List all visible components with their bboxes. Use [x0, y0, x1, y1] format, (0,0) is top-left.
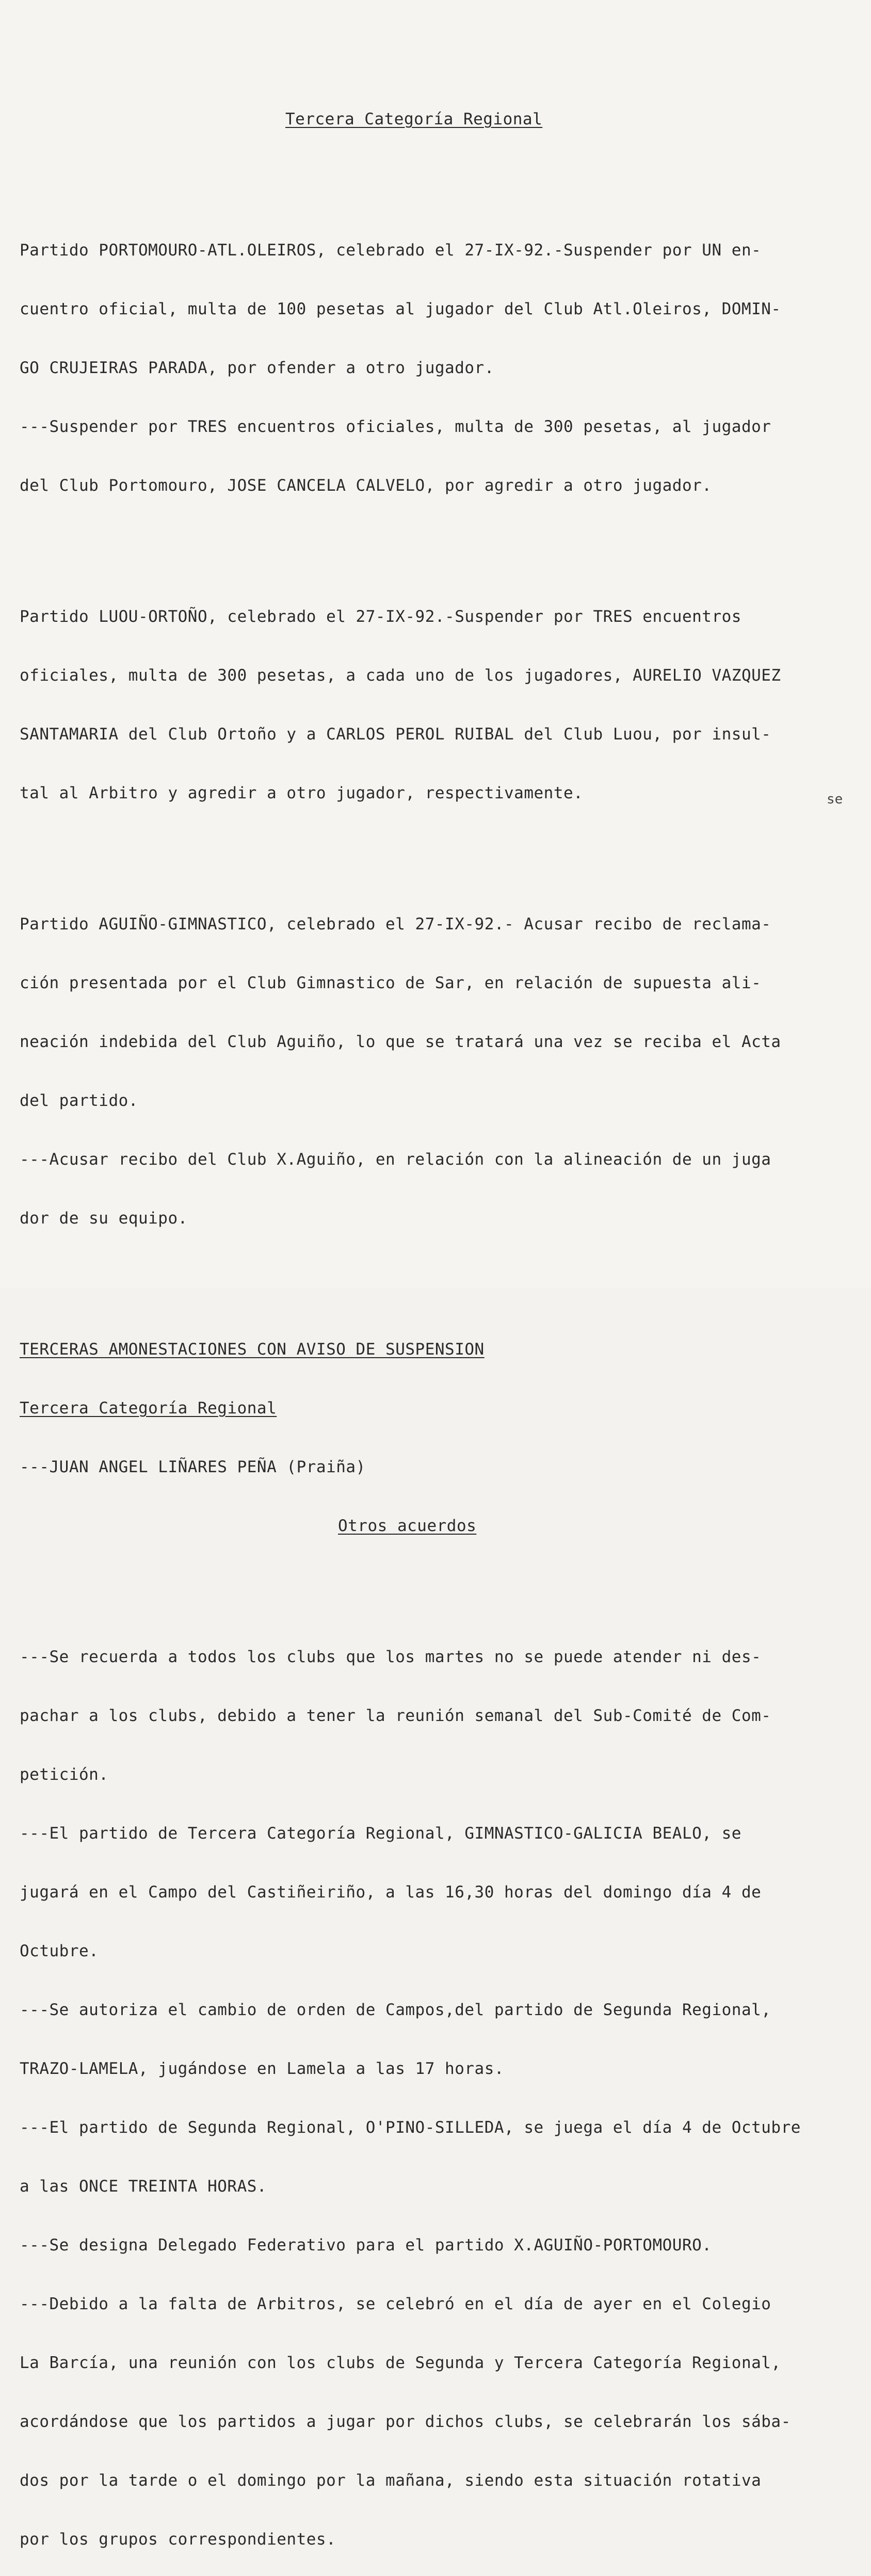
- text-line: TRAZO-LAMELA, jugándose en Lamela a las 17 horas.: [20, 2059, 505, 2078]
- text-line: del Club Portomouro, JOSE CANCELA CALVELO, por agredir a otro jugador.: [20, 476, 712, 495]
- text-line: cuentro oficial, multa de 100 pesetas al jugador del Club Atl.Oleiros, DOMIN-: [20, 300, 781, 318]
- text-line: pachar a los clubs, debido a tener la reunión semanal del Sub-Comité de Com-: [20, 1706, 771, 1725]
- text-line: dos por la tarde o el domingo por la mañana, siendo esta situación rotativa: [20, 2471, 762, 2490]
- section-heading: TERCERAS AMONESTACIONES CON AVISO DE SUSPENSION: [20, 1340, 485, 1359]
- text-line: del partido.: [20, 1091, 138, 1110]
- text-line: dor de su equipo.: [20, 1209, 188, 1228]
- text-line: acordándose que los partidos a jugar por dichos clubs, se celebrarán los sába-: [20, 2412, 791, 2431]
- margin-annotation: se: [827, 792, 843, 807]
- text-line: oficiales, multa de 300 pesetas, a cada uno de los jugadores, AURELIO VAZQUEZ: [20, 666, 781, 685]
- text-line: por los grupos correspondientes.: [20, 2530, 336, 2549]
- text-line: ---JUAN ANGEL LIÑARES PEÑA (Praiña): [20, 1458, 366, 1476]
- text-line: SANTAMARIA del Club Ortoño y a CARLOS PEROL RUIBAL del Club Luou, por insul-: [20, 725, 771, 744]
- sub-heading: Tercera Categoría Regional: [20, 1399, 277, 1418]
- text-line: ---Debido a la falta de Arbitros, se celebró en el día de ayer en el Colegio: [20, 2295, 771, 2313]
- text-line: Partido AGUIÑO-GIMNASTICO, celebrado el 27-IX-92.- Acusar recibo de reclama-: [20, 915, 771, 933]
- document-body: [20, 51, 840, 2576]
- section-heading: Otros acuerdos: [338, 1517, 477, 1535]
- text-line: ---Acusar recibo del Club X.Aguiño, en relación con la alineación de un juga: [20, 1150, 771, 1169]
- text-line: ---Se autoriza el cambio de orden de Campos,del partido de Segunda Regional,: [20, 2001, 771, 2019]
- text-line: a las ONCE TREINTA HORAS.: [20, 2177, 267, 2196]
- text-line: ---El partido de Segunda Regional, O'PINO-SILLEDA, se juega el día 4 de Octubre: [20, 2118, 801, 2137]
- text-line: Partido LUOU-ORTOÑO, celebrado el 27-IX-92.-Suspender por TRES encuentros: [20, 607, 741, 626]
- text-line: ---Se designa Delegado Federativo para el partido X.AGUIÑO-PORTOMOURO.: [20, 2236, 712, 2255]
- text-line: ---Se recuerda a todos los clubs que los martes no se puede atender ni des-: [20, 1648, 762, 1666]
- text-line: ---Suspender por TRES encuentros oficiales, multa de 300 pesetas, al jugador: [20, 417, 771, 436]
- text-line: GO CRUJEIRAS PARADA, por ofender a otro jugador.: [20, 359, 494, 377]
- text-line: tal al Arbitro y agredir a otro jugador, respectivamente.: [20, 784, 584, 802]
- text-line: Partido PORTOMOURO-ATL.OLEIROS, celebrado el 27-IX-92.-Suspender por UN en-: [20, 241, 762, 260]
- text-line: jugará en el Campo del Castiñeiriño, a las 16,30 horas del domingo día 4 de: [20, 1883, 762, 1902]
- text-line: ---El partido de Tercera Categoría Regional, GIMNASTICO-GALICIA BEALO, se: [20, 1824, 741, 1843]
- section-heading: Tercera Categoría Regional: [285, 110, 543, 128]
- text-line: ción presentada por el Club Gimnastico de Sar, en relación de supuesta ali-: [20, 974, 762, 992]
- text-line: Octubre.: [20, 1942, 99, 1960]
- text-line: petición.: [20, 1765, 109, 1784]
- text-line: La Barcía, una reunión con los clubs de Segunda y Tercera Categoría Regional,: [20, 2354, 781, 2372]
- text-line: neación indebida del Club Aguiño, lo que se tratará una vez se reciba el Acta: [20, 1033, 781, 1051]
